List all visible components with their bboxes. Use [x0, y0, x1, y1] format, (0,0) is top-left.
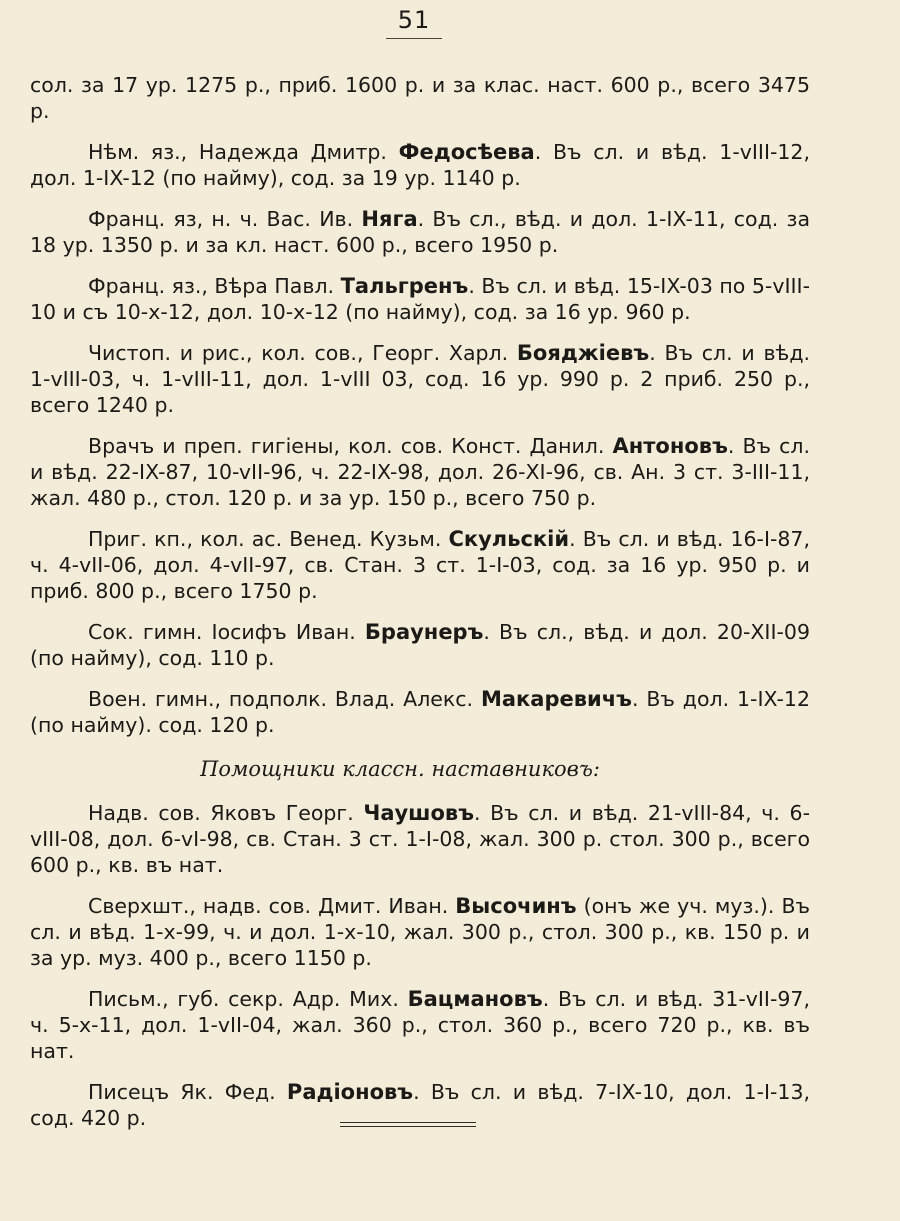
entry-details: . Въ сл. и вѣд. 1-vIII-12, дол. 1-IX-12 (по найму), сод. за 19 ур. 1140 р.	[30, 140, 810, 190]
surname: Макаревичъ	[480, 687, 632, 711]
entry-text: Письм., губ. секр. Адр. Мих.	[88, 987, 408, 1011]
surname: Бацмановъ	[407, 987, 543, 1011]
end-rule-top	[340, 1122, 476, 1123]
staff-entry	[30, 206, 810, 258]
entry-details: . Въ сл. и вѣд. 22-IX-87, 10-vII-96, ч. 22-IX-98, дол. 26-XI-96, св. Ан. 3 ст. 3-III-11, жал. 480 р., стол. 120 р. и за ур. 150 р., всего 750 р.	[30, 434, 810, 510]
surname: Высочинъ	[455, 894, 577, 918]
surname: Скульскій	[448, 527, 570, 551]
assistant-entry	[30, 800, 810, 878]
entry-details: . Въ сл. и вѣд. 15-IX-03 по 5-vIII-10 и съ 10-x-12, дол. 10-x-12 (по найму), сод. за 16 ур. 960 р.	[30, 274, 810, 324]
entry-details: . Въ сл. и вѣд. 1-vIII-03, ч. 1-vIII-11, дол. 1-vIII 03, сод. 16 ур. 990 р. 2 приб. 250 р., всего 1240 р.	[30, 341, 811, 417]
surname: Браунеръ	[364, 620, 484, 644]
entry-text: Франц. яз, н. ч. Вас. Ив.	[88, 207, 362, 231]
assistant-entry	[30, 986, 810, 1064]
entry-text: Воен. гимн., подполк. Влад. Алекс.	[88, 687, 481, 711]
surname: Радіоновъ	[286, 1080, 414, 1104]
entry-details: . Въ сл., вѣд. и дол. 20-XII-09 (по найму), сод. 110 р.	[30, 620, 811, 670]
assistant-entry	[30, 1079, 810, 1131]
page-body	[30, 72, 810, 1146]
entry-text: Нѣм. яз., Надежда Дмитр.	[88, 140, 399, 164]
surname: Бояджіевъ	[516, 341, 650, 365]
staff-entry	[30, 526, 810, 604]
page-number: 51	[397, 6, 431, 34]
assistant-entry	[30, 893, 810, 971]
entry-details: . Въ сл. и вѣд. 21-vIII-84, ч. 6-vIII-08, дол. 6-vI-98, св. Стан. 3 ст. 1-I-08, жал. 300 р. стол. 300 р., всего 600 р., кв. въ нат.	[30, 801, 810, 877]
staff-entry	[30, 433, 810, 511]
entry-text: Франц. яз., Вѣра Павл.	[88, 274, 341, 298]
entry-text: Приг. кп., кол. ас. Венед. Кузьм.	[88, 527, 449, 551]
staff-entry	[30, 340, 810, 418]
end-rule-bottom	[340, 1126, 476, 1127]
surname: Няга	[361, 207, 418, 231]
entry-details: . Въ сл. и вѣд. 31-vII-97, ч. 5-x-11, дол. 1-vII-04, жал. 360 р., стол. 360 р., всего 720 р., кв. въ нат.	[30, 987, 810, 1063]
surname: Федосѣева	[398, 140, 535, 164]
staff-entry	[30, 273, 810, 325]
entry-text: Чистоп. и рис., кол. сов., Георг. Харл.	[88, 341, 517, 365]
entry-details: . Въ сл. и вѣд. 7-IX-10, дол. 1-I-13, сод. 420 р.	[30, 1080, 811, 1130]
entry-text: Писецъ Як. Фед.	[88, 1080, 287, 1104]
staff-entry	[30, 139, 810, 191]
surname: Антоновъ	[612, 434, 728, 458]
entry-details: (онъ же уч. муз.). Въ сл. и вѣд. 1-x-99, ч. и дол. 1-x-10, жал. 300 р., стол. 300 р., кв. 150 р. и за ур. муз. 400 р., всего 1150 р.	[30, 894, 810, 970]
entry-text: Врачъ и преп. гигіены, кол. сов. Конст. Данил.	[88, 434, 613, 458]
surname: Тальгренъ	[340, 274, 469, 298]
continued-entry	[30, 72, 810, 124]
entry-details: . Въ сл. и вѣд. 16-I-87, ч. 4-vII-06, дол. 4-vII-97, св. Стан. 3 ст. 1-I-03, сод. за 16 ур. 950 р. и приб. 800 р., всего 1750 р.	[30, 527, 810, 603]
staff-entry	[30, 686, 810, 738]
staff-entry	[30, 619, 810, 671]
entry-text: Сверхшт., надв. сов. Дмит. Иван.	[88, 894, 456, 918]
surname: Чаушовъ	[363, 801, 474, 825]
entry-details: . Въ дол. 1-IX-12 (по найму). сод. 120 р.	[30, 687, 810, 737]
entry-details: . Въ сл., вѣд. и дол. 1-IX-11, сод. за 18 ур. 1350 р. и за кл. наст. 600 р., всего 1950 р.	[30, 207, 811, 257]
entry-text: сол. за 17 ур. 1275 р., приб. 1600 р. и за клас. наст. 600 р., всего 3475 р.	[30, 73, 810, 123]
entry-text: Сок. гимн. Іосифъ Иван.	[88, 620, 365, 644]
section-heading: Помощники классн. наставниковъ:	[200, 757, 600, 781]
entry-text: Надв. сов. Яковъ Георг.	[88, 801, 364, 825]
header-rule	[386, 38, 442, 39]
